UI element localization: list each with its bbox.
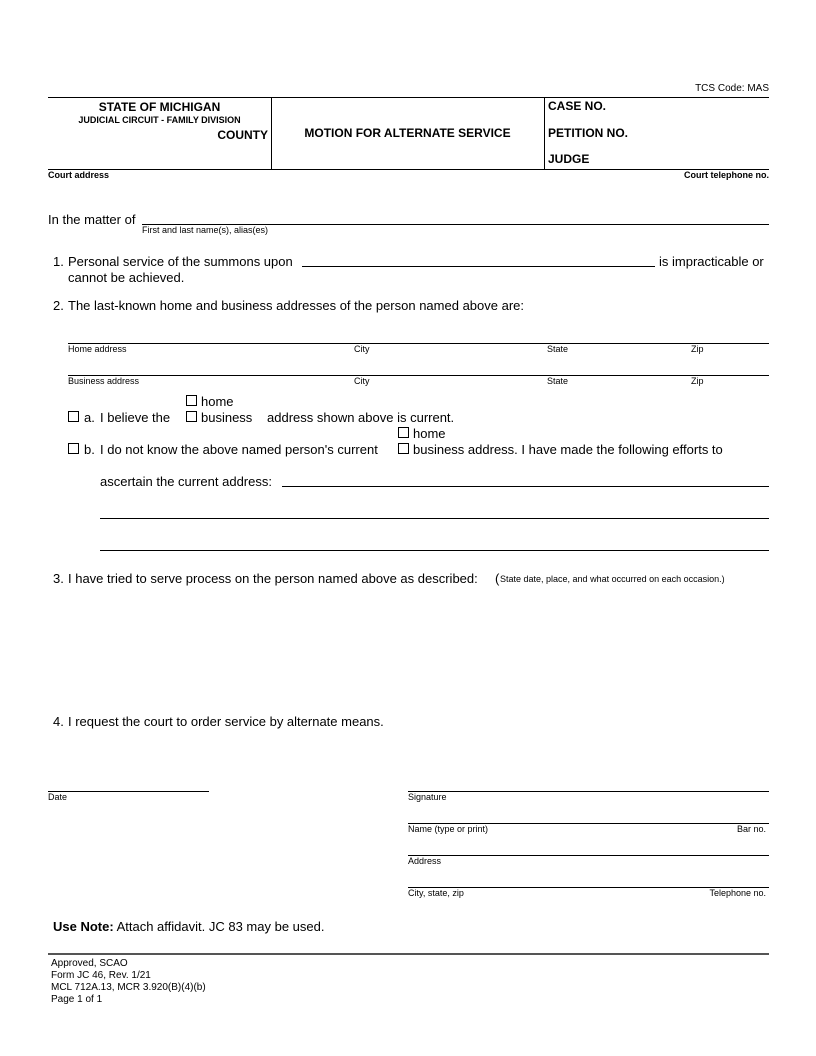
petition-no-label: PETITION NO. <box>548 126 629 140</box>
use-note <box>53 919 324 934</box>
header-top-rule <box>48 97 769 98</box>
header-bottom-rule <box>48 169 769 170</box>
matter-label: In the matter of <box>48 212 136 227</box>
footer-page: Page 1 of 1 <box>51 994 103 1005</box>
a-business-checkbox[interactable] <box>186 411 197 422</box>
b-home-label: home <box>413 426 446 441</box>
a-label: a. <box>84 410 95 425</box>
home-address-label: Home address <box>68 344 127 354</box>
footer-approved: Approved, SCAO <box>51 958 128 969</box>
use-note-text: Attach affidavit. JC 83 may be used. <box>116 919 325 934</box>
home-address-field[interactable] <box>68 343 769 344</box>
date-label: Date <box>48 792 68 802</box>
item1-text-c: cannot be achieved. <box>68 270 185 285</box>
item3-paren: ( <box>495 571 500 586</box>
item4-text: I request the court to order service by alternate means. <box>68 714 384 729</box>
tcs-code: TCS Code: MAS <box>695 83 769 94</box>
item1-name-field[interactable] <box>302 266 655 267</box>
a-text: I believe the <box>100 410 171 425</box>
b-label: b. <box>84 442 95 457</box>
signature-field[interactable] <box>408 791 769 792</box>
efforts-line-3[interactable] <box>100 550 769 551</box>
business-zip-label: Zip <box>691 376 704 386</box>
circuit-label: JUDICIAL CIRCUIT - FAMILY DIVISION <box>78 115 241 125</box>
state-name: STATE OF MICHIGAN <box>98 100 221 114</box>
city-state-zip-label: City, state, zip <box>408 888 464 898</box>
footer-rule <box>48 953 769 955</box>
court-telephone-label: Court telephone no. <box>684 170 769 180</box>
home-state-label: State <box>547 344 569 354</box>
item1-text-b: is impracticable or <box>659 254 764 269</box>
business-address-field[interactable] <box>68 375 769 376</box>
form-title: MOTION FOR ALTERNATE SERVICE <box>304 126 511 140</box>
b-checkbox[interactable] <box>68 443 79 454</box>
signature-label: Signature <box>408 792 447 802</box>
bar-no-label: Bar no. <box>736 824 766 834</box>
b-text: I do not know the above named person's current <box>100 442 378 457</box>
item3-number: 3. <box>53 571 64 586</box>
footer-mcl: MCL 712A.13, MCR 3.920(B)(4)(b) <box>51 982 206 993</box>
name-label: Name (type or print) <box>408 824 489 834</box>
ascertain-label: ascertain the current address: <box>100 474 272 489</box>
efforts-line-1[interactable] <box>282 486 769 487</box>
address-field[interactable] <box>408 855 769 856</box>
efforts-line-2[interactable] <box>100 518 769 519</box>
item2-text: The last-known home and business addresses of the person named above are: <box>68 298 524 313</box>
item3-text: I have tried to serve process on the person named above as described: <box>68 571 478 586</box>
a-text-end: address shown above is current. <box>267 410 455 425</box>
item4-number: 4. <box>53 714 64 729</box>
telephone-label: Telephone no. <box>709 888 766 898</box>
court-address-label: Court address <box>48 170 110 180</box>
case-no-label: CASE NO. <box>548 99 607 113</box>
business-address-label: Business address <box>68 376 140 386</box>
home-city-label: City <box>354 344 370 354</box>
county-label: COUNTY <box>217 128 268 142</box>
item1-number: 1. <box>53 254 64 269</box>
business-city-label: City <box>354 376 370 386</box>
b-business-checkbox[interactable] <box>398 443 409 454</box>
judge-label: JUDGE <box>548 152 590 166</box>
b-home-checkbox[interactable] <box>398 427 409 438</box>
item2-number: 2. <box>53 298 64 313</box>
header-divider-right <box>544 97 545 169</box>
b-text-end: business address. I have made the following efforts to <box>413 442 723 457</box>
home-zip-label: Zip <box>691 344 704 354</box>
address-label: Address <box>408 856 442 866</box>
a-business-label: business <box>201 410 253 425</box>
use-note-label: Use Note: <box>53 919 114 934</box>
matter-caption: First and last name(s), alias(es) <box>142 225 269 235</box>
a-home-checkbox[interactable] <box>186 395 197 406</box>
item3-note: State date, place, and what occurred on each occasion.) <box>500 574 725 584</box>
footer-form: Form JC 46, Rev. 1/21 <box>51 970 151 981</box>
a-home-label: home <box>201 394 234 409</box>
footer-block <box>51 958 206 1006</box>
business-state-label: State <box>547 376 569 386</box>
date-field[interactable] <box>48 791 209 792</box>
item1-text-a: Personal service of the summons upon <box>68 254 293 269</box>
a-checkbox[interactable] <box>68 411 79 422</box>
